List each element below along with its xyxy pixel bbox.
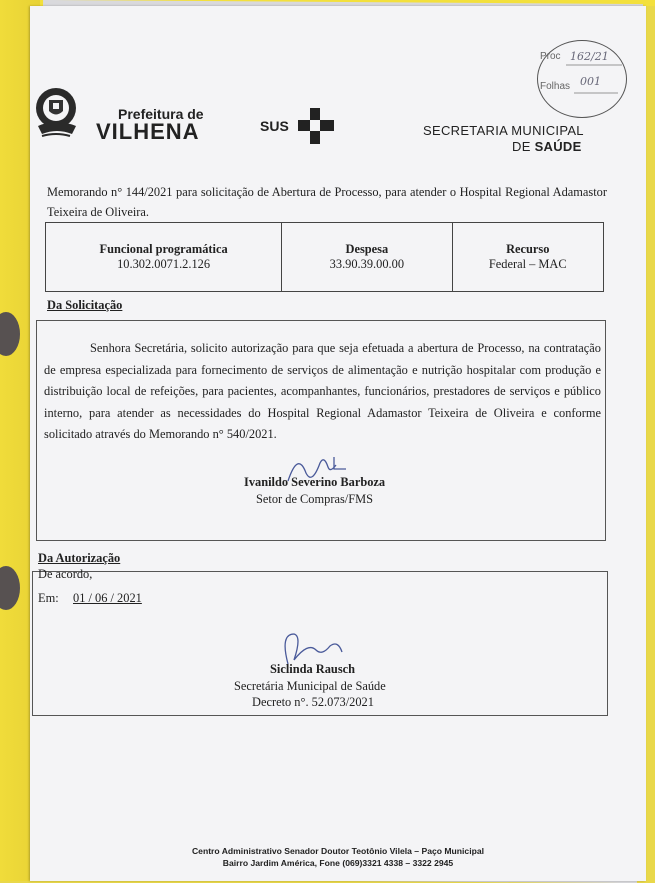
date-label: Em: [38, 591, 59, 605]
funcional-value: 10.302.0071.2.126 [117, 257, 211, 271]
date-value: 01 / 06 / 2021 [73, 591, 142, 605]
footer-address-line2: Bairro Jardim América, Fone (069)3321 4338 – 3322 2945 [222, 858, 454, 868]
vilhena-crest-logo [34, 86, 80, 144]
secretaria-saude: SAÚDE [534, 139, 582, 154]
stamp-folhas-label: Folhas [540, 81, 571, 92]
decree-number: Decreto n°. 52.073/2021 [252, 695, 374, 709]
solicitacao-body: Senhora Secretária, solicito autorização para que seja efetuada a abertura de Processo, na contratação de empresa especializada para fornecimento de serviços de alimentação e nutrição hospitalar com produção e distribuição local de refeições, para pacientes, acompanhantes, funcionários, prestadores de serviços e público interno, para atender as necessidades do Hospital Regional Adamastor Teixeira de Oliveira e conforme solicitado através do Memorando n° 540/2021. [44, 341, 601, 441]
secretaria-subtitle [512, 139, 582, 154]
sus-logo [258, 106, 340, 146]
solicitacao-heading: Da Solicitação [47, 298, 123, 312]
recurso-value: Federal – MAC [488, 257, 567, 271]
funcional-cell [46, 223, 282, 291]
funcional-heading: Funcional programática [99, 242, 228, 256]
autorizacao-heading: Da Autorização [38, 551, 121, 565]
solicitante-role: Setor de Compras/FMS [256, 492, 374, 506]
recurso-cell [453, 223, 603, 291]
stamp-lines [538, 41, 626, 117]
stamp-folhas-value: 001 [580, 75, 601, 88]
stamp-proc-value: 162/21 [570, 50, 609, 63]
footer-address-line1: Centro Administrativo Senador Doutor Teotônio Vilela – Paço Municipal [191, 846, 485, 856]
solicitante-name: Ivanildo Severino Barboza [244, 475, 386, 489]
sus-text: SUS [260, 118, 289, 134]
autorizadora-role: Secretária Municipal de Saúde [234, 679, 386, 693]
despesa-heading: Despesa [345, 242, 389, 256]
despesa-cell [282, 223, 452, 291]
secretaria-prefix: DE [512, 139, 535, 154]
despesa-value: 33.90.39.00.00 [329, 257, 405, 271]
recurso-heading: Recurso [506, 242, 550, 256]
secretaria-title: SECRETARIA MUNICIPAL [423, 123, 584, 138]
prefeitura-label: Prefeitura de [118, 106, 204, 122]
sus-cross-icon [294, 106, 336, 146]
protocol-stamp [537, 40, 627, 118]
vilhena-label: VILHENA [96, 119, 200, 144]
budget-info-table [45, 222, 604, 292]
autorizadora-name: Siclinda Rausch [270, 662, 356, 676]
de-acordo-text: De acordo, [38, 567, 93, 581]
stamp-proc-label: Proc [540, 51, 561, 62]
memo-subject: Memorando n° 144/2021 para solicitação de Abertura de Processo, para atender o Hospital Regional Adamastor Teixeira de Oliveira. [47, 185, 607, 219]
